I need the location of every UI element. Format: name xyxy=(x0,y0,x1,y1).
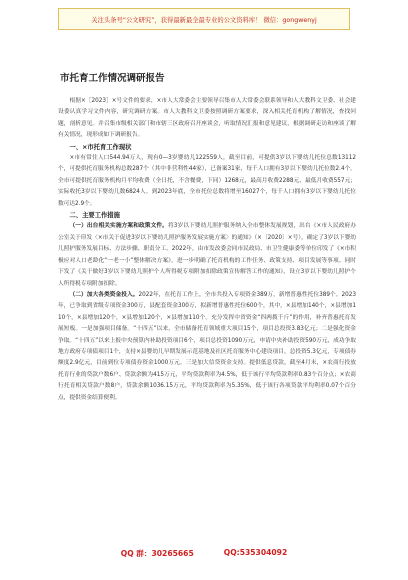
subsection-1-title: （一）出台相关实施方案和政策文件。 xyxy=(69,223,168,230)
intro-paragraph: 根据×［2023］×号文件的要求，×市人大常委会主要领导召集市人大常委会联系领导和人大教科文卫委、社会建设委认真学习文件内容，研究调研方案。市人大教科文卫委按照调研方案要求，深入相关托育机构了解情况，查找问题，剖析意见。并召集市级相关部门和市辖三区政府召开座谈会，听取情况汇报和意见建议，根据调研走访和座谈了解有关情况，现形成如下调研报告。 xyxy=(58,98,356,139)
document-body xyxy=(58,96,356,404)
section-2-heading: 二、主要工作措施 xyxy=(69,212,120,220)
section-1-heading: 一、×市托育工作现状 xyxy=(69,143,132,151)
qq-number: QQ:535304092 xyxy=(223,548,288,557)
qq-group-number: QQ 群：30265665 xyxy=(120,549,194,558)
promo-banner xyxy=(58,8,350,30)
subsection-1-paragraph xyxy=(58,221,356,289)
subsection-2-title: （二）加大各类资金投入。 xyxy=(69,291,139,298)
document-title: 市托育工作情况调研报告 xyxy=(60,73,165,84)
promo-banner-text: 关注头条号“公文研究”，获得最新最全最专业的公文资料库！ 微信：gongwenyj xyxy=(91,16,317,24)
section-1-paragraph: ×市有常住人口544.94万人，现有0—3岁婴幼儿122559人，截至目前，可提供3岁以下婴幼儿托位总数13112个，可提供托育服务机构总数287个（其中非营利性44家），已备案31家，每千人口拥有3岁以下婴幼儿托位数2.4个。全市可提供托育服务机构月平均收费（全日托，不含餐费，下同）1268元，最高月收费2288元，最低月收费557元；实际收托3岁以下婴幼儿数6824人。到2023年底，全市托位总数将增至16027个，每千人口拥有3岁以下婴幼儿托位数可达2.9个。 xyxy=(58,155,356,207)
contact-footer xyxy=(0,548,408,559)
subsection-1-text: 将3岁以下婴幼儿照护服务纳入全市整体发展规划，出台《×市人民政府办公室关于印发〈×市关于促进3岁以下婴幼儿照护服务发展实施方案〉的通知》（×〔2020〕×号），确定了3岁以下婴幼儿照护服务发展目标、方法步骤、职责分工。2022年，由市发改委会同市民政局、市卫生健康委等单位印发了《×市积极应对人口老龄化“一老一小”整体解决方案》，进一步明确了托育机构的工作任务、政策支持、项目发展等事项。同时下发了《关于做好3岁以下婴幼儿照护个人所得税专项附加扣除政策宣传解答工作的通知》，设立3岁以下婴幼儿照护个人所得税专项附加扣除。 xyxy=(58,223,357,287)
subsection-2-text: 2022年，在托育工作上，全市共投入专项资金389万，新增普惠性托位389个。2023年，已争取到省级专项资金300万，县配套资金300万，拟新增普惠性托位600个，其中，×县增加140个，×县增加110个，×县增加120个，×县增加120个，×县增加110个。充分发挥中省资金“四两拨千斤”的作用，补齐普惠托育发展短板。一是加强项目储备。“十四五”以来，全市储备托育领域重大项目15个，项目总投资3.83亿元；二是强化资金争取。“十四五”以来上报中央预算内补助投资项目6个，项目总投资1090万元，申请中央补助投资590万元，成功争取地方政府专项债项目1个，支持×县婴幼儿早期发展示范基地及社区托育服务中心建设项目，总投资5.3亿元，专项债券额度2.9亿元，目前到位专项债券资金1000万元。三是加大信贷资金支持。提供低息贷款，截至4月末，×农商行投放托育行业的贷款户数6户、贷款余额为415万元，平均贷款利率为4.5%，低于该行平均贷款利率0.83个百分点；×农商行托育相关贷款户数8户，贷款余额1036.15万元，平均贷款利率为5.35%，低于该行各项贷款平均利率0.07个百分点，提供资金结算便利。 xyxy=(58,291,357,401)
subsection-2-paragraph xyxy=(58,290,356,404)
